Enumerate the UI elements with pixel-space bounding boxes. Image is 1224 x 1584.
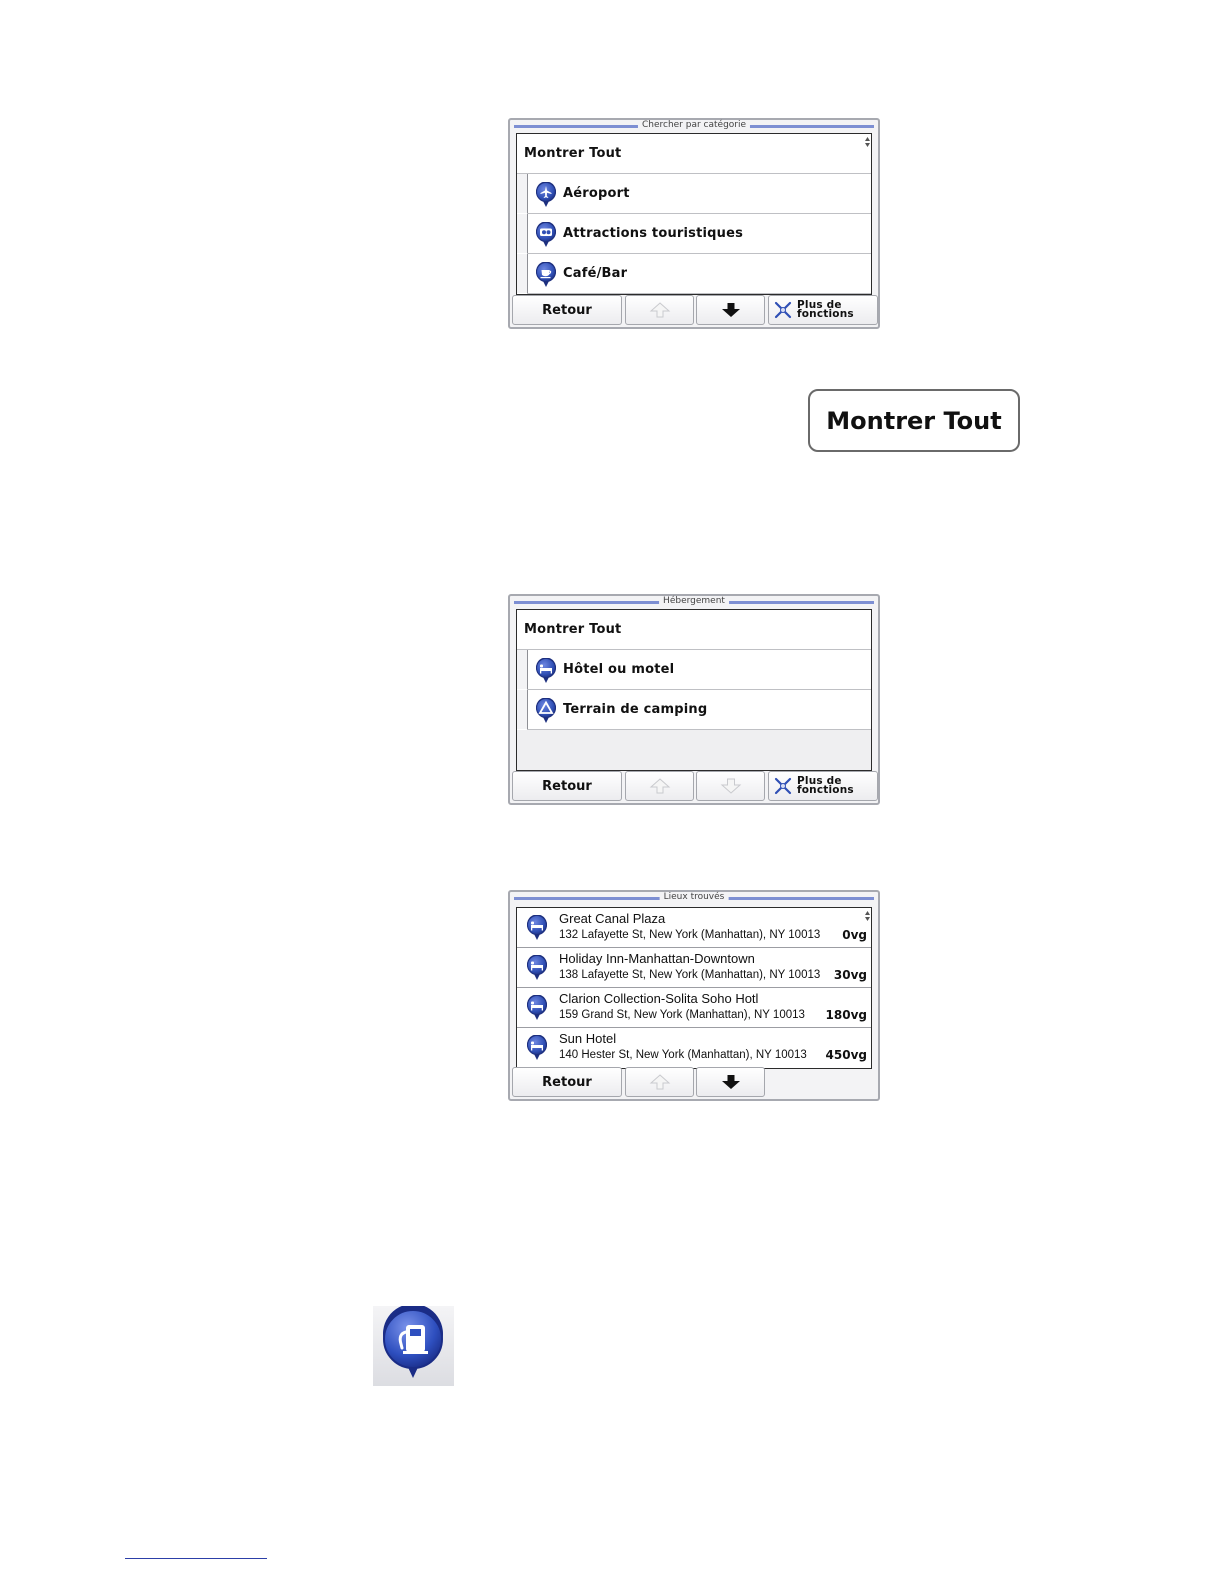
arrow-up-icon [649, 1074, 671, 1090]
list-item-tourist-attractions[interactable] [527, 214, 871, 254]
scroll-up-button[interactable] [625, 295, 694, 325]
more-functions-line1: Plus de [797, 299, 842, 311]
list-item-label: Montrer Tout [524, 622, 622, 637]
button-bar [512, 295, 876, 325]
result-address: 140 Hester St, New York (Manhattan), NY 10013 [559, 1049, 807, 1061]
title-bar [514, 120, 874, 130]
category-search-screen [508, 118, 880, 329]
hotel-bed-icon [526, 1035, 548, 1061]
list-item-label: Café/Bar [563, 266, 628, 281]
result-address: 159 Grand St, New York (Manhattan), NY 10013 [559, 1009, 805, 1021]
list-item-cafe-bar[interactable] [527, 254, 871, 294]
accommodation-list[interactable] [516, 609, 872, 771]
arrow-up-icon [649, 778, 671, 794]
footnote-separator [125, 1558, 267, 1559]
tent-icon [535, 698, 557, 724]
scroll-down-button[interactable] [696, 1067, 765, 1097]
camera-icon [535, 222, 557, 248]
list-item-label: Attractions touristiques [563, 226, 744, 241]
scroll-down-button[interactable] [696, 771, 765, 801]
more-functions-button[interactable] [768, 771, 878, 801]
more-functions-label [797, 777, 854, 795]
result-address: 132 Lafayette St, New York (Manhattan), NY 10013 [559, 929, 821, 941]
scroll-up-button[interactable] [625, 771, 694, 801]
result-distance: 0vg [842, 928, 867, 942]
result-row[interactable] [517, 948, 871, 988]
scroll-indicator-icon [865, 911, 870, 921]
bed-icon [535, 658, 557, 684]
more-functions-line1: Plus de [797, 775, 842, 787]
airplane-icon [535, 182, 557, 208]
scroll-indicator-icon [865, 137, 870, 147]
list-item-show-all[interactable] [517, 610, 871, 650]
list-item-airport[interactable] [527, 174, 871, 214]
arrow-down-icon [720, 302, 742, 318]
hotel-bed-icon [526, 995, 548, 1021]
arrow-up-icon [649, 302, 671, 318]
empty-list-area [517, 730, 871, 770]
results-list[interactable] [516, 907, 872, 1069]
hotel-bed-icon [526, 955, 548, 981]
title-bar [514, 596, 874, 606]
list-item-label: Aéroport [563, 186, 630, 201]
scroll-up-button[interactable] [625, 1067, 694, 1097]
more-functions-line2: fonctions [797, 308, 854, 320]
arrow-down-icon [720, 1074, 742, 1090]
list-item-label: Hôtel ou motel [563, 662, 675, 677]
button-bar [512, 1067, 876, 1097]
result-address: 138 Lafayette St, New York (Manhattan), NY 10013 [559, 969, 821, 981]
more-functions-line2: fonctions [797, 784, 854, 796]
result-row[interactable] [517, 988, 871, 1028]
result-row[interactable] [517, 908, 871, 948]
list-item-show-all[interactable] [517, 134, 871, 174]
hotel-bed-icon [526, 915, 548, 941]
scroll-down-button[interactable] [696, 295, 765, 325]
screen-title: Hébergement [659, 596, 729, 607]
back-button[interactable]: Retour [512, 295, 622, 325]
list-item-campground[interactable] [527, 690, 871, 730]
gas-station-icon [373, 1306, 454, 1386]
result-distance: 30vg [833, 968, 867, 982]
button-bar [512, 771, 876, 801]
result-name: Clarion Collection-Solita Soho Hotl [559, 991, 759, 1006]
result-row[interactable] [517, 1028, 871, 1068]
result-name: Sun Hotel [559, 1031, 617, 1046]
result-name: Holiday Inn-Manhattan-Downtown [559, 951, 755, 966]
places-found-screen [508, 890, 880, 1101]
tools-icon [773, 300, 793, 320]
result-distance: 180vg [825, 1008, 867, 1022]
title-bar [514, 892, 874, 902]
more-functions-button[interactable] [768, 295, 878, 325]
back-button[interactable]: Retour [512, 1067, 622, 1097]
screen-title: Lieux trouvés [660, 892, 729, 903]
category-list[interactable] [516, 133, 872, 295]
coffee-icon [535, 262, 557, 288]
more-functions-label [797, 301, 854, 319]
result-distance: 450vg [825, 1048, 867, 1062]
result-name: Great Canal Plaza [559, 911, 666, 926]
arrow-down-icon [720, 778, 742, 794]
screen-title: Chercher par catégorie [638, 120, 750, 131]
list-item-hotel-motel[interactable] [527, 650, 871, 690]
accommodation-screen [508, 594, 880, 805]
list-item-label: Montrer Tout [524, 146, 622, 161]
back-button[interactable]: Retour [512, 771, 622, 801]
show-all-button[interactable]: Montrer Tout [808, 389, 1020, 452]
tools-icon [773, 776, 793, 796]
list-item-label: Terrain de camping [563, 702, 708, 717]
